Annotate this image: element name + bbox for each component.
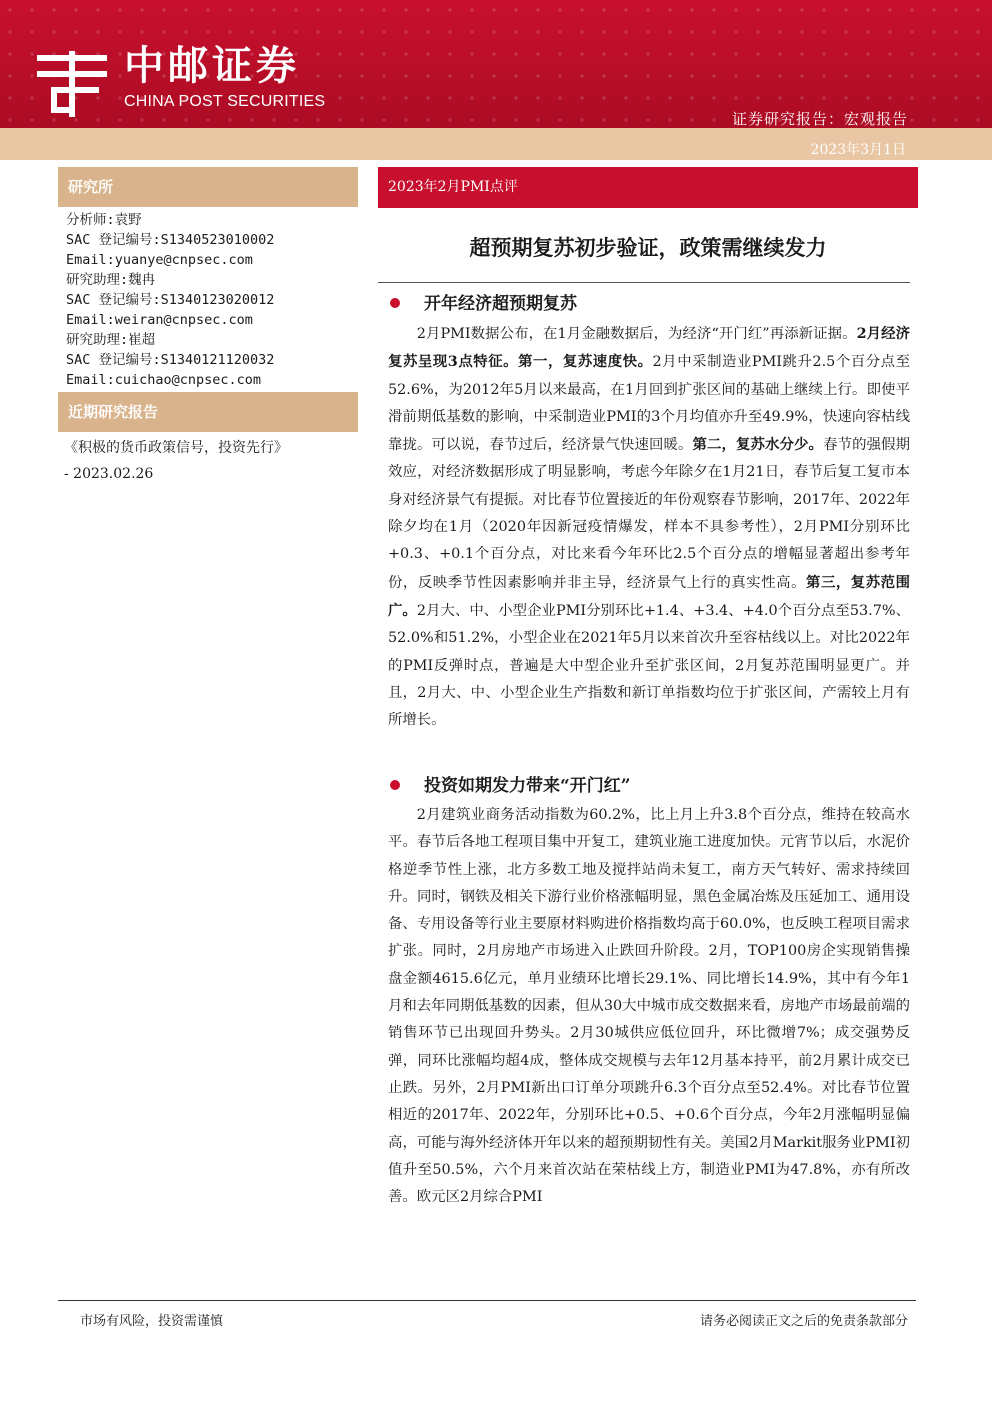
paragraph-text: 2月中采制造业PMI跳升2.5个百分点至52.6%，为2012年5月以来最高，在1月回到扩张区间的基础上继续上行。即使平滑前期低基数的影响，中采制造业PMI的3个月均值亦升至49.9%，快速向容枯线靠拢。可以说，春节过后，经济景气快速回暖。 (388, 354, 911, 454)
brand-name-cn: 中邮证券 (124, 43, 300, 89)
china-post-logo-icon (34, 44, 112, 118)
footer-disclaimer-note: 请务必阅读正文之后的免责条款部分 (699, 1314, 908, 1329)
footer-risk-note: 市场有风险，投资需谨慎 (80, 1314, 224, 1329)
analyst-email-link[interactable]: Email:weiran@cnpsec.com (66, 312, 253, 328)
section-paragraph (388, 802, 910, 1211)
page-title: 超预期复苏初步验证，政策需继续发力 (469, 235, 827, 260)
emphasis-text: 第二，复苏水分少。 (692, 436, 824, 454)
topic-bar: 2023年2月PMI点评 (378, 167, 918, 208)
recent-report-date: - 2023.02.26 (64, 466, 154, 482)
bullet-icon (390, 780, 400, 790)
analyst-line: SAC 登记编号:S1340523010002 (66, 232, 275, 248)
analyst-email-link[interactable]: Email:cuichao@cnpsec.com (66, 372, 262, 388)
analyst-line: SAC 登记编号:S1340123020012 (66, 292, 275, 308)
section-heading (390, 292, 577, 316)
header-banner (0, 0, 992, 160)
section-heading-text: 开年经济超预期复苏 (424, 294, 577, 314)
emphasis-text: 2月经济复苏呈现3点特征。第一，复苏速度快。 (388, 325, 910, 371)
bullet-icon (390, 298, 400, 308)
section-paragraph (388, 320, 910, 734)
paragraph-text: 2月大、中、小型企业PMI分别环比+1.4、+3.4、+4.0个百分点至53.7%、52.0%和51.2%，小型企业在2021年5月以来首次升至容枯线以上。对比2022年的PMI反弹时点，普遍是大中型企业升至扩张区间，2月复苏范围明显更广。并且，2月大、中、小型企业生产指数和新订单指数均位于扩张区间，产需较上月有所增长。 (388, 602, 910, 729)
institute-heading: 研究所 (58, 167, 358, 207)
recent-reports-heading: 近期研究报告 (58, 392, 358, 432)
analyst-email-link[interactable]: Email:yuanye@cnpsec.com (66, 252, 253, 268)
section-heading-text: 投资如期发力带来“开门红” (424, 776, 631, 796)
title-divider (378, 282, 910, 283)
paragraph-text: 春节的强假期效应，对经济数据形成了明显影响，考虑今年除夕在1月21日，春节后复工复市本身对经济景气有提振。对比春节位置接近的年份观察春节影响，2017年、2022年除夕均在1月（2020年因新冠疫情爆发，样本不具参考性），2月PMI分别环比+0.3、+0.1个百分点，对比来看今年环比2.5个百分点的增幅显著超出参考年份，反映季节性因素影响并非主导，经济景气上行的真实性高。 (388, 437, 910, 591)
brand-name-en: CHINA POST SECURITIES (124, 93, 326, 110)
analyst-line: 研究助理:魏冉 (66, 272, 156, 288)
paragraph-text: 2月建筑业商务活动指数为60.2%，比上月上升3.8个百分点，维持在较高水平。春节后各地工程项目集中开复工，建筑业施工进度加快。元宵节以后，水泥价格逆季节性上涨，北方多数工地及搅拌站尚未复工，南方天气转好、需求持续回升。同时，钢铁及相关下游行业价格涨幅明显，黑色金属冶炼及压延加工、通用设备、专用设备等行业主要原材料购进价格指数均高于60.0%，也反映工程项目需求扩张。同时，2月房地产市场进入止跌回升阶段。2月，TOP100房企实现销售操盘金额4615.6亿元，单月业绩环比增长29.1%、同比增长14.9%，其中有今年1月和去年同期低基数的因素，但从30大中城市成交数据来看，房地产市场最前端的销售环节已出现回升势头。2月30城供应低位回升，环比微增7%；成交强势反弹，同环比涨幅均超4成，整体成交规模与去年12月基本持平，前2月累计成交已止跌。另外，2月PMI新出口订单分项跳升6.3个百分点至52.4%。对比春节位置相近的2017年、2022年，分别环比+0.5、+0.6个百分点，今年2月涨幅明显偏高，可能与海外经济体开年以来的超预期韧性有关。美国2月Markit服务业PMI初值升至50.5%，六个月来首次站在荣枯线上方，制造业PMI为47.8%，亦有所改善。欧元区2月综合PMI (388, 807, 910, 1206)
paragraph-text: 2月PMI数据公布，在1月金融数据后，为经济“开门红”再添新证据。 (416, 326, 857, 342)
report-date: 2023年3月1日 (810, 142, 906, 158)
section-heading (390, 774, 631, 798)
emphasis-text: 第三，复苏范围广。 (388, 573, 910, 619)
footer-divider (58, 1300, 916, 1301)
analyst-line: 研究助理:崔超 (66, 332, 156, 348)
recent-report-link[interactable]: 《积极的货币政策信号，投资先行》 (64, 440, 288, 456)
analyst-line: SAC 登记编号:S1340121120032 (66, 352, 275, 368)
report-type: 证券研究报告：宏观报告 (731, 110, 908, 128)
analyst-line: 分析师:袁野 (66, 212, 142, 228)
